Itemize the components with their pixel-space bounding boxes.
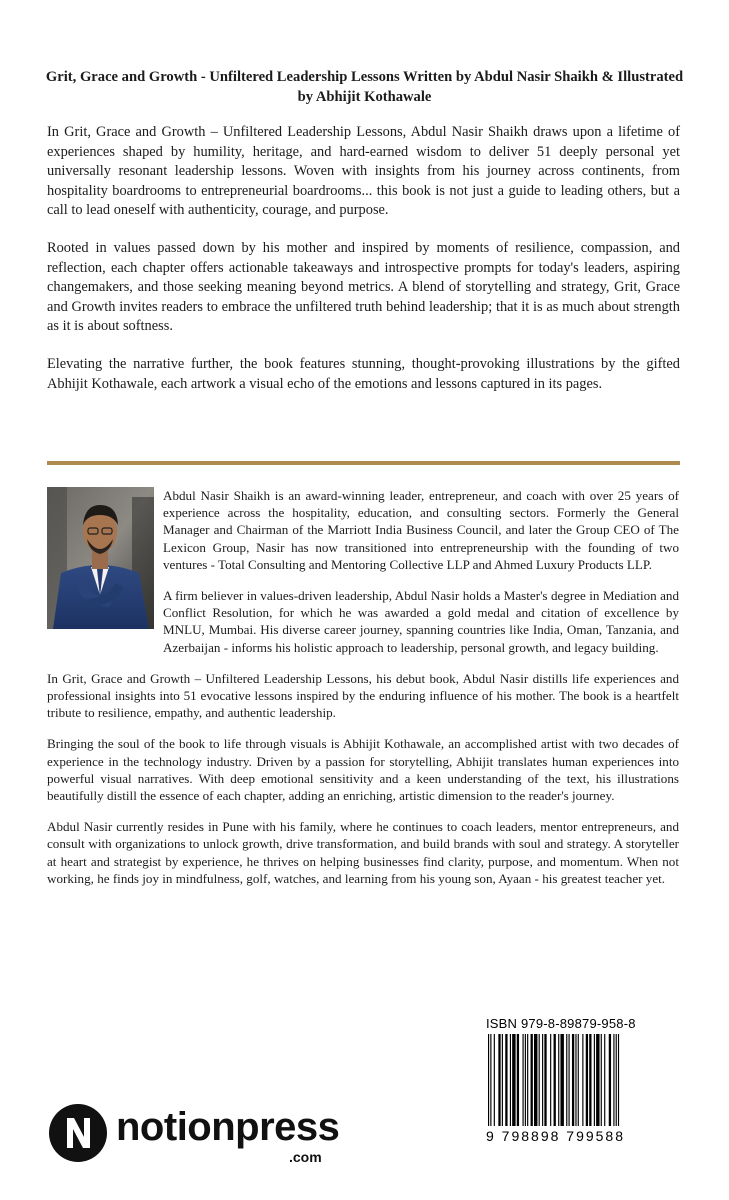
barcode-bar: [582, 1034, 583, 1126]
barcode-bar: [510, 1034, 511, 1126]
barcode-bar: [512, 1034, 515, 1126]
barcode-bar: [488, 1034, 489, 1126]
intro-paragraph: In Grit, Grace and Growth – Unfiltered Leadership Lessons, Abdul Nasir Shaikh draws upon a lifetime of experiences shaped by humility, heritage, and hard-earned wisdom to deliver 51 deeply personal yet universally resonant leadership lessons. Woven with insights from his journey across continents, from hospitality boardrooms to entrepreneurial boardrooms... this book is not just a guide to leading others, but a call to lead oneself with authenticity, courage, and purpose.: [47, 124, 680, 219]
barcode-bar: [594, 1034, 595, 1126]
bio-paragraph: Bringing the soul of the book to life through visuals is Abhijit Kothawale, an accomplished artist with two decades of experience in the technology industry. Driven by a passion for storytelling, Abhijit translates human experiences into powerful visual narratives. With deep emotional sensitivity and a keen understanding of the text, his illustrations beautifully distill the essence of each chapter, adding an enriching, artistic dimension to the reader's journey.: [47, 736, 679, 804]
barcode-bar: [616, 1034, 617, 1126]
barcode-bar: [542, 1034, 543, 1126]
barcode-bar: [523, 1034, 524, 1126]
barcode-bar: [534, 1034, 537, 1126]
isbn-label: ISBN 979-8-89879-958-8: [486, 1016, 636, 1031]
barcode-graphic: [486, 1034, 676, 1126]
barcode-bar: [575, 1034, 576, 1126]
barcode-bar: [494, 1034, 495, 1126]
barcode-bar: [525, 1034, 526, 1126]
barcode-bar: [539, 1034, 540, 1126]
publisher-name: notionpress: [116, 1105, 340, 1149]
barcode-bar: [596, 1034, 599, 1126]
barcode-bar: [554, 1034, 556, 1126]
bio-paragraph: A firm believer in values-driven leadership, Abdul Nasir holds a Master's degree in Mediation and Conflict Resolution, for which he was awarded a gold medal and citation of excellence by MNLU, Mumbai. His diverse career journey, spanning countries like India, Oman, Tanzania, and Azerbaijan - informs his holistic approach to leadership, personal growth, and legacy building.: [163, 588, 679, 655]
publisher-logo: [48, 1103, 348, 1163]
barcode-bar: [586, 1034, 588, 1126]
notionpress-logo-icon: [48, 1103, 108, 1163]
barcode-bar: [505, 1034, 507, 1126]
barcode-bar: [560, 1034, 563, 1126]
barcode-bar: [490, 1034, 491, 1126]
barcode-bar: [569, 1034, 570, 1126]
book-title: Grit, Grace and Growth - Unfiltered Leadership Lessons Written by Abdul Nasir Shaikh & Illustrated by Abhijit Kothawale: [45, 69, 684, 105]
barcode-bar: [531, 1034, 533, 1126]
barcode-bar: [544, 1034, 546, 1126]
barcode-bar: [517, 1034, 519, 1126]
bio-paragraph: Abdul Nasir Shaikh is an award-winning leader, entrepreneur, and coach with over 25 years of experience across the hospitality, education, and consulting sectors. Formerly the General Manager and Chairman of the Marriott India Business Council, and later the Group CEO of The Lexicon Group, Nasir has now transitioned into entrepreneurship with the founding of two ventures - Total Consulting and Mentoring Collective LLP and Ahmed Luxury Products LLP.: [163, 488, 679, 572]
barcode-bar: [527, 1034, 528, 1126]
intro-blurb: [47, 123, 680, 412]
barcode-bar: [609, 1034, 611, 1126]
barcode-bar: [572, 1034, 574, 1126]
bio-paragraph: In Grit, Grace and Growth – Unfiltered Leadership Lessons, his debut book, Abdul Nasir distills life experiences and professional insights into 51 evocative lessons inspired by the enduring influence of his mother. The book is a heartfelt tribute to resilience, empathy, and authentic leadership.: [47, 670, 679, 721]
isbn-digits: 9 798898 799588: [486, 1128, 625, 1144]
barcode-bar: [502, 1034, 503, 1126]
barcode-bar: [589, 1034, 591, 1126]
barcode-bar: [578, 1034, 579, 1126]
barcode-bar: [498, 1034, 500, 1126]
isbn-barcode-block: [482, 1010, 680, 1146]
publisher-suffix: .com: [289, 1149, 322, 1165]
barcode-bar: [613, 1034, 614, 1126]
section-divider: [47, 461, 680, 465]
intro-paragraph: Rooted in values passed down by his mother and inspired by moments of resilience, compassion, and reflection, each chapter offers actionable takeaways and introspective prompts for today's leaders, aspiring changemakers, and those seeking meaning beyond metrics. A blend of storytelling and strategy, Grit, Grace and Growth invites readers to embrace the unfiltered truth behind leadership; that it is as much about strength as it is about softness.: [47, 239, 680, 335]
barcode-bar: [618, 1034, 619, 1126]
barcode-bar: [601, 1034, 602, 1126]
bio-paragraph: Abdul Nasir currently resides in Pune with his family, where he continues to coach leaders, mentor entrepreneurs, and consult with organizations to unlock growth, drive transformation, and build brands with soul and strategy. A storyteller at heart and strategist by experience, he thrives on helping businesses find clarity, purpose, and momentum. When not working, he finds joy in mindfulness, golf, watches, and learning from his young son, Ayaan - his greatest teacher yet.: [47, 819, 679, 886]
intro-paragraph: Elevating the narrative further, the book features stunning, thought-provoking illustrations by the gifted Abhijit Kothawale, each artwork a visual echo of the emotions and lessons captured in its pages.: [47, 355, 680, 392]
barcode-bar: [550, 1034, 551, 1126]
barcode-bar: [604, 1034, 605, 1126]
barcode-bar: [566, 1034, 567, 1126]
author-bio: [47, 487, 679, 901]
barcode-bar: [558, 1034, 559, 1126]
